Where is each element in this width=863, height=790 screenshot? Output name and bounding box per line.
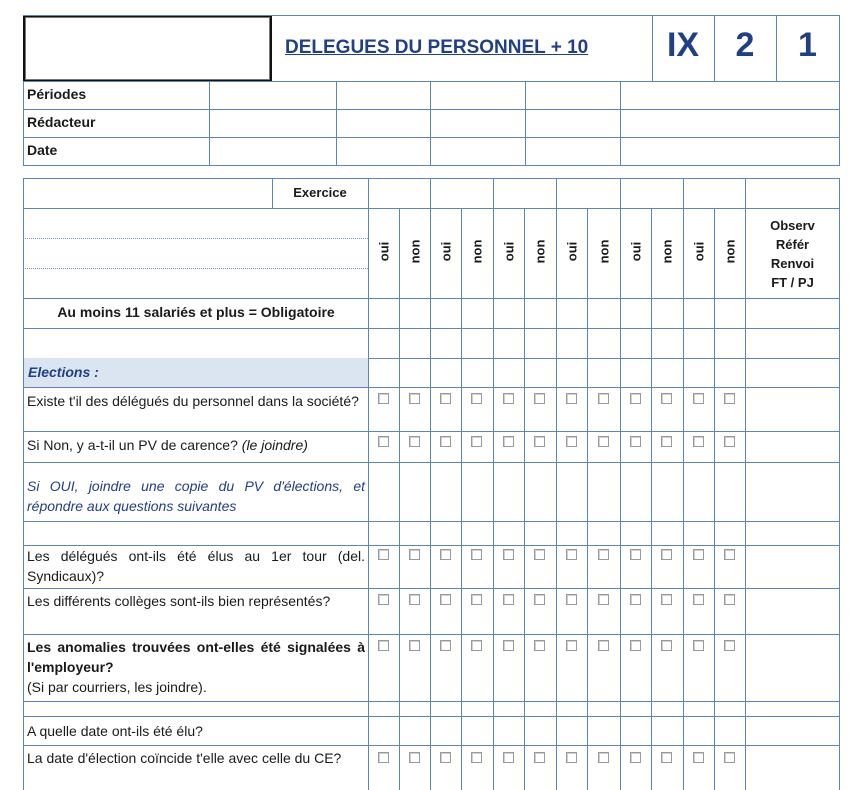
no-checkbox[interactable]	[534, 393, 545, 404]
row-divider	[23, 701, 840, 702]
document-title: DELEGUES DU PERSONNEL + 10	[285, 37, 589, 58]
row-divider	[23, 716, 840, 717]
no-checkbox[interactable]	[409, 549, 420, 560]
no-checkbox[interactable]	[598, 752, 609, 763]
yes-checkbox[interactable]	[693, 752, 704, 763]
question-text: Si Non, y a-t-il un PV de carence?	[27, 437, 238, 453]
yes-checkbox[interactable]	[566, 752, 577, 763]
no-checkbox[interactable]	[409, 752, 420, 763]
no-checkbox[interactable]	[598, 549, 609, 560]
section-title: Au moins 11 salariés et plus = Obligatoire	[57, 304, 335, 320]
question-election-date	[27, 721, 365, 741]
date-label: Date	[27, 142, 58, 158]
question-colleges	[27, 591, 365, 611]
yes-checkbox[interactable]	[503, 436, 514, 447]
row-dotted-divider	[23, 268, 368, 269]
no-header: non	[532, 239, 548, 264]
yes-checkbox[interactable]	[693, 640, 704, 651]
question-date-matches-ce	[27, 748, 365, 768]
no-checkbox[interactable]	[534, 549, 545, 560]
subsection-code: 2	[735, 26, 755, 64]
yes-header: oui	[691, 241, 706, 262]
yes-checkbox[interactable]	[440, 752, 451, 763]
no-checkbox[interactable]	[661, 752, 672, 763]
observations-header	[746, 216, 839, 292]
column-divider	[587, 208, 588, 790]
yes-checkbox[interactable]	[630, 393, 641, 404]
table-border-top	[23, 178, 840, 179]
yes-checkbox[interactable]	[566, 594, 577, 605]
no-header: non	[596, 239, 611, 264]
no-checkbox[interactable]	[724, 640, 735, 651]
yes-header: oui	[564, 241, 579, 262]
question-pv-carence	[27, 435, 365, 455]
column-divider	[461, 208, 462, 790]
ft-pj-label: FT / PJ	[771, 275, 814, 290]
column-divider	[368, 178, 369, 790]
row-divider	[23, 745, 840, 746]
yes-checkbox[interactable]	[630, 549, 641, 560]
no-checkbox[interactable]	[661, 549, 672, 560]
yes-checkbox[interactable]	[503, 752, 514, 763]
row-divider	[23, 588, 840, 589]
no-checkbox[interactable]	[534, 594, 545, 605]
no-checkbox[interactable]	[598, 393, 609, 404]
no-checkbox[interactable]	[471, 549, 482, 560]
question-first-round	[27, 546, 365, 586]
row-divider	[23, 431, 840, 432]
column-divider	[430, 178, 431, 790]
yes-checkbox[interactable]	[693, 594, 704, 605]
question-text: Les anomalies trouvées ont-elles été signalées à l'employeur?	[27, 639, 365, 675]
question-note: (le joindre)	[241, 437, 308, 453]
no-header: non	[469, 239, 485, 264]
row-divider	[23, 521, 840, 522]
no-checkbox[interactable]	[409, 436, 420, 447]
column-divider	[493, 178, 494, 790]
instruction-text: Si OUI, joindre une copie du PV d'élections, et répondre aux questions suivantes	[27, 478, 365, 514]
row-divider	[23, 328, 840, 329]
yes-checkbox[interactable]	[630, 752, 641, 763]
yes-header: oui	[376, 241, 391, 262]
question-text: La date d'élection coïncide t'elle avec celle du CE?	[27, 750, 342, 766]
column-divider	[524, 208, 525, 790]
no-checkbox[interactable]	[409, 393, 420, 404]
column-divider	[620, 178, 621, 790]
no-checkbox[interactable]	[534, 436, 545, 447]
column-divider	[556, 178, 557, 790]
yes-checkbox[interactable]	[440, 393, 451, 404]
yes-checkbox[interactable]	[378, 640, 389, 651]
no-checkbox[interactable]	[724, 594, 735, 605]
no-header: non	[722, 239, 737, 264]
yes-checkbox[interactable]	[566, 436, 577, 447]
question-text: Existe t'il des délégués du personnel dans la société?	[27, 393, 359, 409]
yes-checkbox[interactable]	[693, 393, 704, 404]
yes-checkbox[interactable]	[566, 549, 577, 560]
yes-checkbox[interactable]	[440, 594, 451, 605]
no-checkbox[interactable]	[661, 436, 672, 447]
editor-label: Rédacteur	[27, 114, 96, 130]
instruction-if-yes	[27, 476, 365, 516]
yes-checkbox[interactable]	[630, 436, 641, 447]
column-divider	[651, 208, 652, 790]
subsection-elections: Elections :	[28, 364, 99, 380]
yes-checkbox[interactable]	[566, 640, 577, 651]
section-code: IX	[666, 26, 700, 64]
yes-checkbox[interactable]	[693, 549, 704, 560]
yes-checkbox[interactable]	[440, 549, 451, 560]
yes-checkbox[interactable]	[378, 393, 389, 404]
no-checkbox[interactable]	[409, 640, 420, 651]
yes-header: oui	[438, 241, 453, 262]
question-text: A quelle date ont-ils été élu?	[27, 723, 203, 739]
question-text: Les différents collèges sont-ils bien représentés?	[27, 593, 331, 609]
logo-box	[23, 15, 272, 82]
yes-checkbox[interactable]	[378, 594, 389, 605]
no-checkbox[interactable]	[534, 640, 545, 651]
question-note: (Si par courriers, les joindre).	[27, 679, 207, 695]
no-checkbox[interactable]	[724, 752, 735, 763]
row-divider	[23, 387, 840, 388]
yes-checkbox[interactable]	[630, 594, 641, 605]
no-checkbox[interactable]	[598, 436, 609, 447]
no-header: non	[659, 239, 675, 264]
question-anomalies	[27, 637, 365, 697]
table-border-left	[23, 178, 24, 790]
yes-checkbox[interactable]	[503, 594, 514, 605]
yes-checkbox[interactable]	[440, 436, 451, 447]
renvoi-label: Renvoi	[770, 256, 815, 271]
column-divider	[683, 178, 684, 790]
column-divider	[399, 208, 400, 790]
row-divider	[23, 634, 840, 635]
yes-checkbox[interactable]	[693, 436, 704, 447]
no-checkbox[interactable]	[724, 549, 735, 560]
periods-label: Périodes	[27, 86, 87, 102]
no-checkbox[interactable]	[598, 640, 609, 651]
no-checkbox[interactable]	[661, 594, 672, 605]
no-checkbox[interactable]	[724, 436, 735, 447]
no-checkbox[interactable]	[471, 752, 482, 763]
yes-checkbox[interactable]	[503, 640, 514, 651]
no-header: non	[407, 239, 422, 264]
yes-checkbox[interactable]	[566, 393, 577, 404]
table-border-right	[839, 178, 840, 790]
yes-header: oui	[628, 241, 643, 262]
yes-checkbox[interactable]	[503, 393, 514, 404]
row-divider	[23, 462, 840, 463]
yes-checkbox[interactable]	[378, 752, 389, 763]
page-number: 1	[798, 26, 817, 64]
no-checkbox[interactable]	[471, 393, 482, 404]
question-text: Les délégués ont-ils été élus au 1er tour (del. Syndicaux)?	[27, 548, 365, 584]
row-divider	[23, 208, 840, 209]
no-checkbox[interactable]	[471, 594, 482, 605]
yes-checkbox[interactable]	[378, 549, 389, 560]
no-checkbox[interactable]	[471, 640, 482, 651]
yes-checkbox[interactable]	[630, 640, 641, 651]
question-delegates-exist	[27, 391, 365, 411]
yes-checkbox[interactable]	[503, 549, 514, 560]
no-checkbox[interactable]	[471, 436, 482, 447]
no-checkbox[interactable]	[661, 393, 672, 404]
no-checkbox[interactable]	[724, 393, 735, 404]
exercice-label: Exercice	[293, 185, 347, 200]
column-divider	[714, 208, 715, 790]
refer-label: Référ	[775, 237, 810, 252]
no-checkbox[interactable]	[661, 640, 672, 651]
no-checkbox[interactable]	[598, 594, 609, 605]
observ-label: Observ	[770, 218, 815, 233]
yes-checkbox[interactable]	[440, 640, 451, 651]
row-divider	[23, 298, 840, 299]
no-checkbox[interactable]	[409, 594, 420, 605]
yes-checkbox[interactable]	[378, 436, 389, 447]
row-dotted-divider	[23, 238, 368, 239]
no-checkbox[interactable]	[534, 752, 545, 763]
yes-header: oui	[501, 241, 516, 262]
